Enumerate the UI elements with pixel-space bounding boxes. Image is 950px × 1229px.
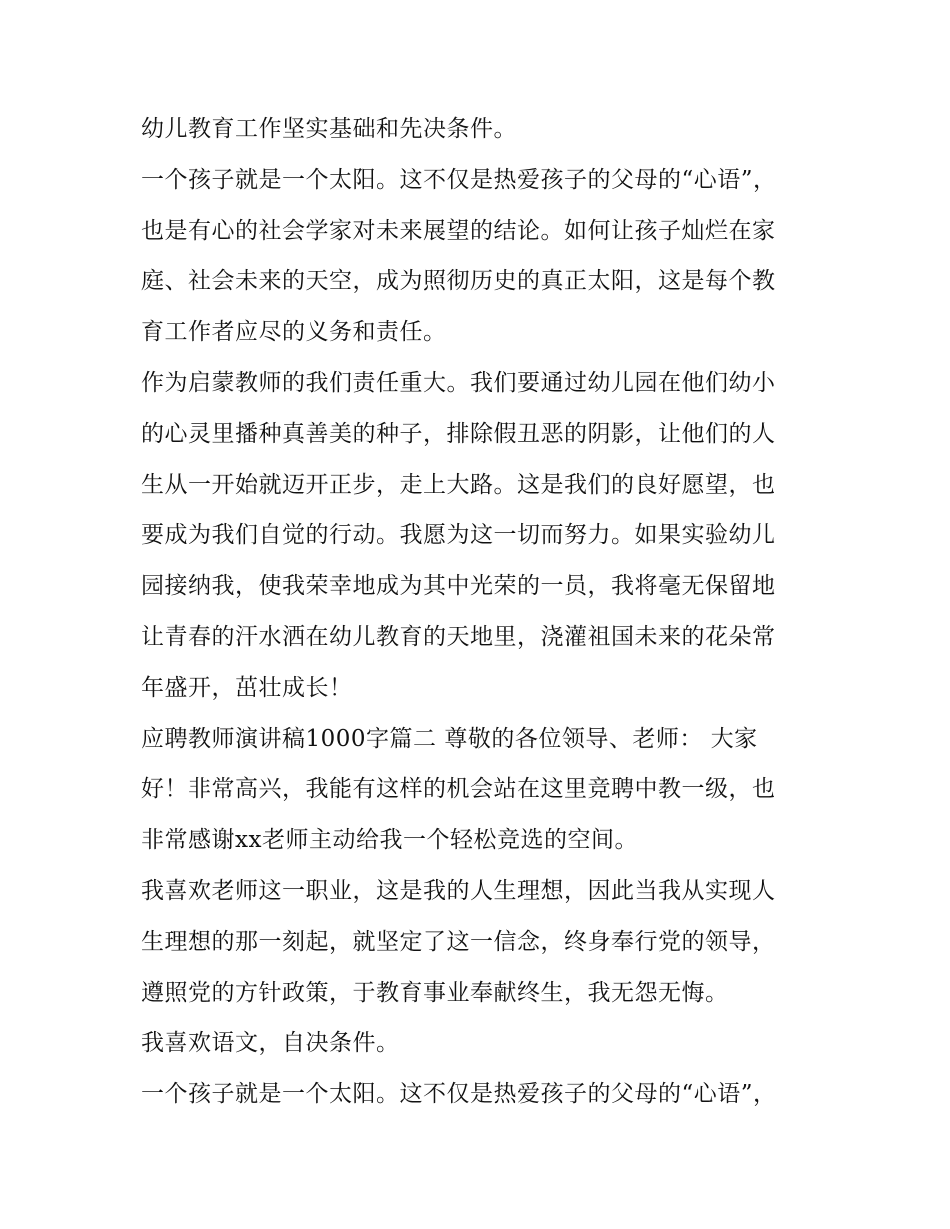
text-line: 年盛开，茁壮成长！ — [141, 674, 353, 701]
text-line: 应聘教师演讲稿1000字篇二 尊敬的各位领导、老师： 大家 — [141, 725, 758, 752]
text-line: 我喜欢语文，自决条件。 — [141, 1030, 400, 1057]
text-line: 也是有心的社会学家对未来展望的结论。如何让孩子灿烂在家 — [141, 217, 776, 244]
text-line: 要成为我们自觉的行动。我愿为这一切而努力。如果实验幼儿 — [141, 522, 776, 549]
text-line: 庭、社会未来的天空，成为照彻历史的真正太阳，这是每个教 — [141, 268, 776, 295]
document-body — [141, 104, 821, 1120]
text-line: 育工作者应尽的义务和责任。 — [141, 319, 447, 346]
text-line: 幼儿教育工作坚实基础和先决条件。 — [141, 116, 517, 142]
text-line: 遵照党的方针政策，于教育事业奉献终生，我无怨无悔。 — [141, 979, 729, 1006]
text-line: 作为启蒙教师的我们责任重大。我们要通过幼儿园在他们幼小 — [141, 369, 776, 396]
text-line: 好！非常高兴，我能有这样的机会站在这里竞聘中教一级，也 — [141, 776, 776, 803]
text-line: 非常感谢xx老师主动给我一个轻松竞选的空间。 — [141, 827, 638, 854]
text-line: 的心灵里播种真善美的种子，排除假丑恶的阴影，让他们的人 — [141, 420, 776, 447]
text-line: 园接纳我，使我荣幸地成为其中光荣的一员，我将毫无保留地 — [141, 573, 776, 600]
text-line: 让青春的汗水洒在幼儿教育的天地里，浇灌祖国未来的花朵常 — [141, 623, 776, 650]
text-line: 一个孩子就是一个太阳。这不仅是热爱孩子的父母的“心语”， — [141, 1081, 777, 1108]
text-line: 我喜欢老师这一职业，这是我的人生理想，因此当我从实现人 — [141, 877, 776, 904]
text-line: 生理想的那一刻起，就坚定了这一信念，终身奉行党的领导， — [141, 928, 776, 955]
text-line: 生从一开始就迈开正步，走上大路。这是我们的良好愿望，也 — [141, 471, 776, 498]
text-line: 一个孩子就是一个太阳。这不仅是热爱孩子的父母的“心语”， — [141, 166, 777, 193]
